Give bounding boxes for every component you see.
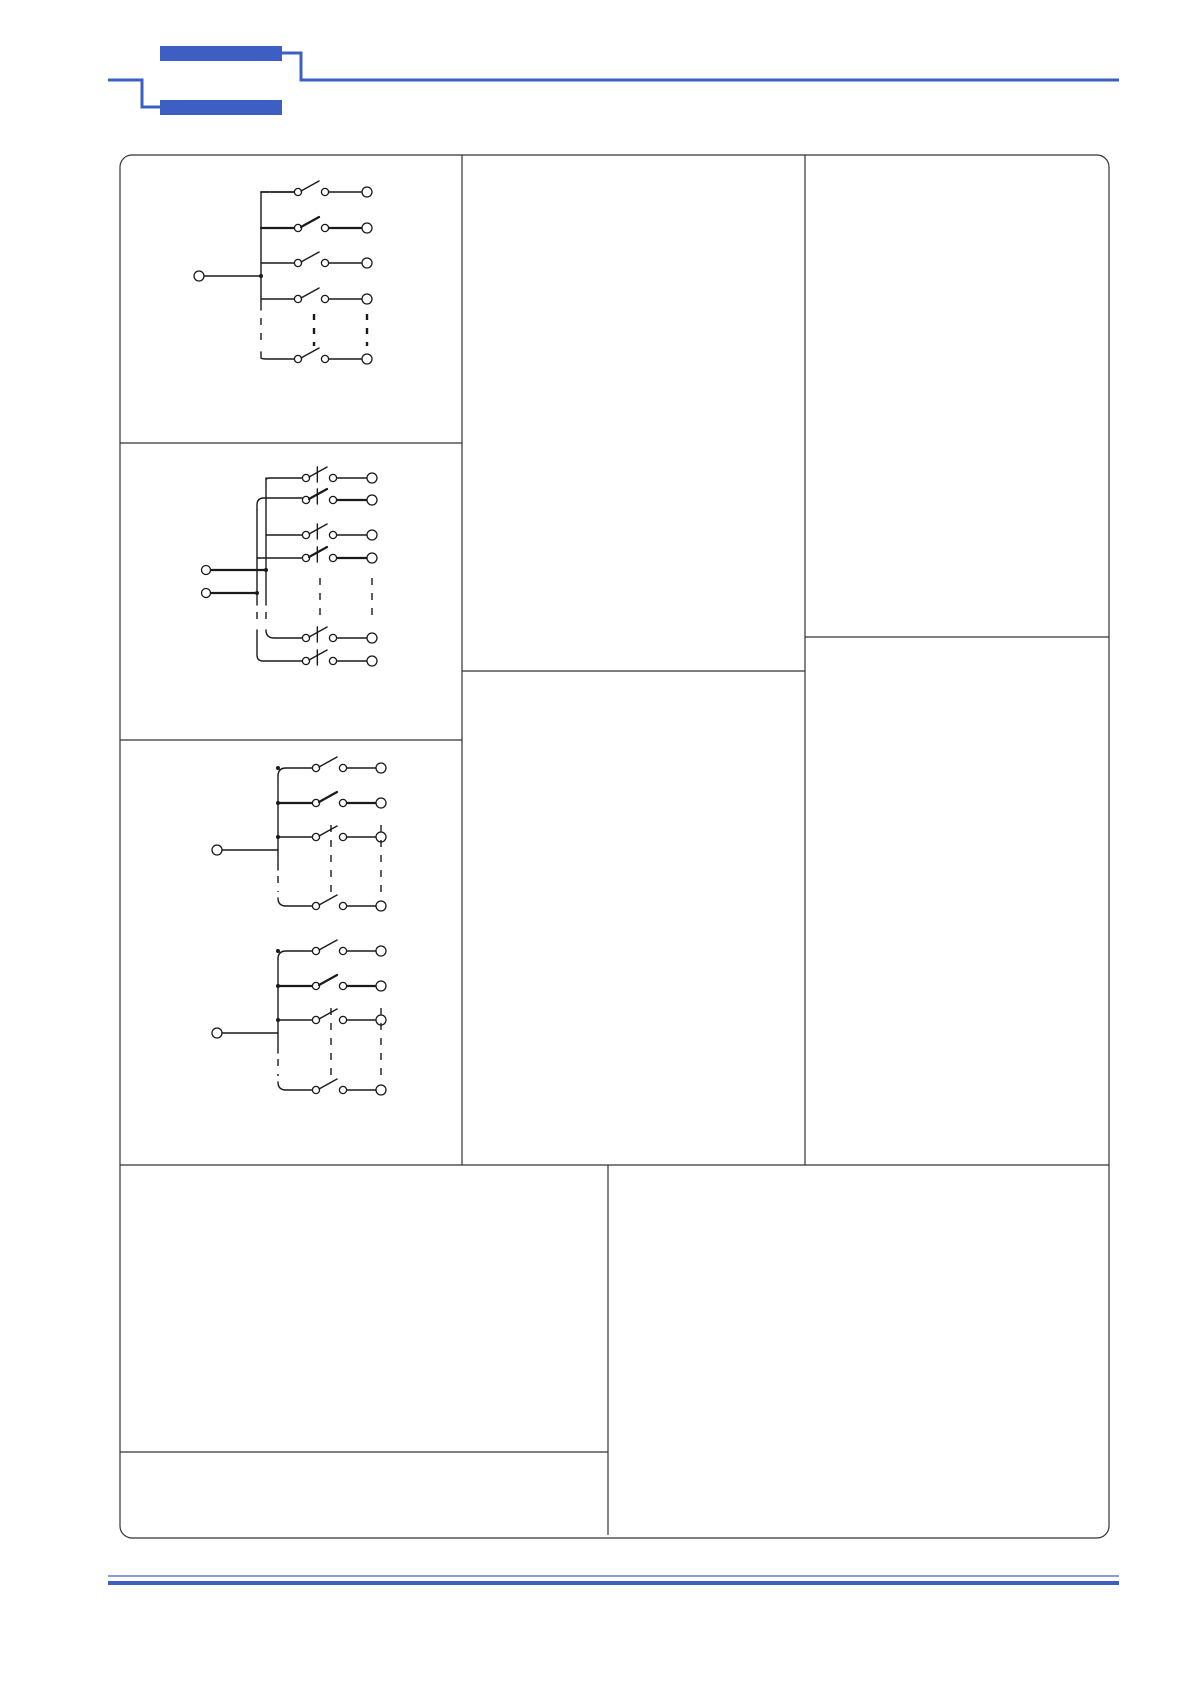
terminal [367, 473, 377, 483]
terminal [376, 901, 386, 911]
footer-decoration [108, 1576, 1119, 1583]
terminal [362, 354, 372, 364]
wire [319, 757, 337, 767]
terminal [302, 657, 309, 664]
terminal [321, 295, 328, 302]
wire [301, 252, 319, 262]
wire [301, 217, 319, 227]
terminal [367, 495, 377, 505]
wire [319, 975, 337, 985]
panel-single-input-multi-output [194, 181, 372, 364]
terminal [329, 496, 336, 503]
junction-dot [276, 766, 280, 770]
terminal [194, 271, 204, 281]
terminal [321, 355, 328, 362]
wire [319, 826, 337, 836]
terminal [362, 258, 372, 268]
terminal [312, 1016, 319, 1023]
terminal [302, 554, 309, 561]
terminal [339, 833, 346, 840]
terminal [376, 798, 386, 808]
terminal [312, 902, 319, 909]
terminal [339, 1016, 346, 1023]
panel-two-single-input-banks-2 [212, 940, 386, 1095]
terminal [312, 947, 319, 954]
wire [301, 181, 319, 191]
wire [278, 1082, 312, 1090]
terminal [339, 947, 346, 954]
terminal [294, 188, 301, 195]
wire [266, 478, 302, 480]
terminal [312, 982, 319, 989]
terminal [294, 355, 301, 362]
terminal [302, 474, 309, 481]
terminal [302, 634, 309, 641]
terminal [302, 531, 309, 538]
wire [278, 951, 312, 959]
terminal [312, 833, 319, 840]
terminal [329, 531, 336, 538]
junction-dot [276, 1018, 280, 1022]
terminal [339, 799, 346, 806]
terminal [329, 657, 336, 664]
junction-dot [259, 274, 263, 278]
terminal [329, 554, 336, 561]
junction-dot [276, 801, 280, 805]
header-decoration [108, 46, 1119, 115]
terminal [202, 589, 211, 598]
wire [278, 898, 312, 906]
terminal [294, 224, 301, 231]
terminal [362, 187, 372, 197]
wire [319, 792, 337, 802]
terminal [367, 530, 377, 540]
panel-two-single-input-banks-1 [212, 757, 386, 911]
terminal [321, 259, 328, 266]
wire [319, 1079, 337, 1089]
terminal [339, 982, 346, 989]
terminal [329, 474, 336, 481]
terminal [376, 1085, 386, 1095]
terminal [339, 764, 346, 771]
terminal [294, 259, 301, 266]
wire [319, 895, 337, 905]
wire [319, 940, 337, 950]
circuits [194, 181, 386, 1095]
wire [301, 288, 319, 298]
junction-dot [276, 835, 280, 839]
junction-dot [276, 984, 280, 988]
terminal [212, 1028, 222, 1038]
wire [278, 768, 312, 776]
terminal [312, 1086, 319, 1093]
wire [301, 348, 319, 358]
terminal [376, 981, 386, 991]
terminal [212, 845, 222, 855]
terminal [312, 764, 319, 771]
wire [266, 630, 302, 638]
wire [319, 1009, 337, 1019]
terminal [312, 799, 319, 806]
panel-dual-input-switch-bank [202, 467, 378, 666]
terminal [321, 188, 328, 195]
terminal [329, 634, 336, 641]
terminal [339, 902, 346, 909]
terminal [367, 553, 377, 563]
terminal [362, 223, 372, 233]
junction-dot [276, 949, 280, 953]
wire [257, 498, 302, 510]
terminal [202, 566, 211, 575]
terminal [321, 224, 328, 231]
terminal [367, 633, 377, 643]
terminal [376, 763, 386, 773]
wire [257, 630, 302, 661]
terminal [362, 294, 372, 304]
junction-dot [255, 591, 259, 595]
wire [261, 352, 294, 359]
terminal [302, 496, 309, 503]
terminal [376, 946, 386, 956]
junction-dot [264, 568, 268, 572]
terminal [294, 295, 301, 302]
terminal [339, 1086, 346, 1093]
terminal [367, 656, 377, 666]
panel-frame [120, 155, 1109, 1538]
